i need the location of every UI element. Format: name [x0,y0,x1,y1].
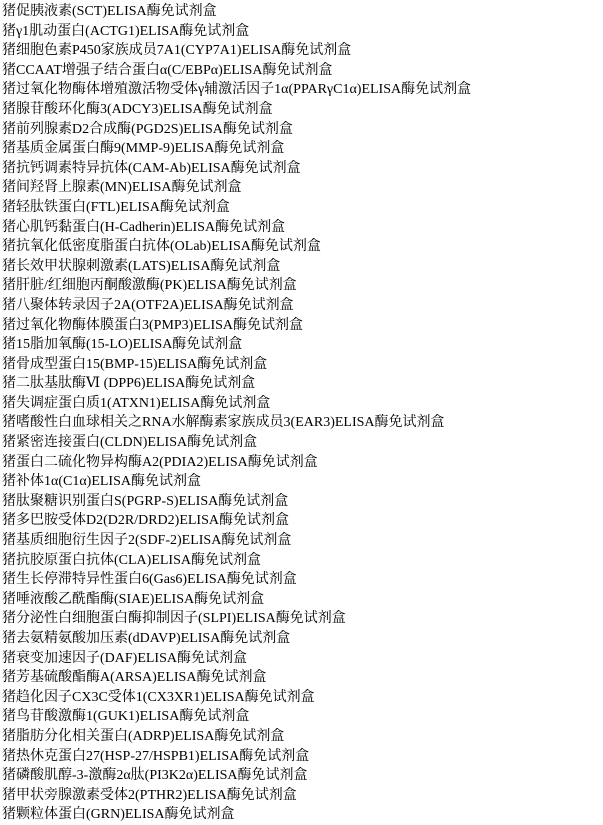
list-item[interactable]: 猪衰变加速因子(DAF)ELISA酶免试剂盒 [2,650,247,666]
list-item[interactable]: 猪生长停滞特异性蛋白6(Gas6)ELISA酶免试剂盒 [2,572,297,588]
list-item[interactable]: 猪过氧化物酶体膜蛋白3(PMP3)ELISA酶免试剂盒 [2,317,304,333]
list-item[interactable]: 猪补体1α(C1α)ELISA酶免试剂盒 [2,474,201,490]
list-item[interactable]: 猪腺苷酸环化酶3(ADCY3)ELISA酶免试剂盒 [2,101,273,117]
list-item[interactable]: 猪多巴胺受体D2(D2R/DRD2)ELISA酶免试剂盒 [2,513,289,529]
list-item[interactable]: 猪心肌钙黏蛋白(H-Cadherin)ELISA酶免试剂盒 [2,219,286,235]
list-item[interactable]: 猪热休克蛋白27(HSP-27/HSPB1)ELISA酶免试剂盒 [2,748,310,764]
list-item[interactable]: 猪基质金属蛋白酶9(MMP-9)ELISA酶免试剂盒 [2,141,285,157]
list-item[interactable]: 猪抗胶原蛋白抗体(CLA)ELISA酶免试剂盒 [2,552,261,568]
list-item[interactable]: 猪分泌性白细胞蛋白酶抑制因子(SLPI)ELISA酶免试剂盒 [2,611,346,627]
list-item[interactable]: 猪肝脏/红细胞丙酮酸激酶(PK)ELISA酶免试剂盒 [2,278,297,294]
list-item[interactable]: 猪脂肪分化相关蛋白(ADRP)ELISA酶免试剂盒 [2,728,285,744]
list-item[interactable]: 猪促胰液素(SCT)ELISA酶免试剂盒 [2,4,217,19]
list-item[interactable]: 猪芳基硫酸酯酶A(ARSA)ELISA酶免试剂盒 [2,670,267,686]
list-item[interactable]: 猪抗钙调素特异抗体(CAM-Ab)ELISA酶免试剂盒 [2,160,301,176]
list-item[interactable]: 猪骨成型蛋白15(BMP-15)ELISA酶免试剂盒 [2,356,268,372]
list-item[interactable]: 猪细胞色素P450家族成员7A1(CYP7A1)ELISA酶免试剂盒 [2,43,352,59]
list-item[interactable]: 猪唾液酸乙酰酯酶(SIAE)ELISA酶免试剂盒 [2,591,265,607]
list-item[interactable]: 猪过氧化物酶体增殖激活物受体γ辅激活因子1α(PPARγC1α)ELISA酶免试剂盒 [2,82,472,98]
list-item[interactable]: 猪蛋白二硫化物异构酶A2(PDIA2)ELISA酶免试剂盒 [2,454,318,470]
list-item[interactable]: 猪间羟肾上腺素(MN)ELISA酶免试剂盒 [2,180,242,196]
list-item[interactable]: 猪抗氧化低密度脂蛋白抗体(OLab)ELISA酶免试剂盒 [2,239,321,255]
list-item[interactable]: 猪嗜酸性白血球相关之RNA水解酶素家族成员3(EAR3)ELISA酶免试剂盒 [2,415,445,431]
list-item[interactable]: 猪长效甲状腺刺激素(LATS)ELISA酶免试剂盒 [2,258,281,274]
list-item[interactable]: 猪肽聚糖识别蛋白S(PGRP-S)ELISA酶免试剂盒 [2,493,289,509]
list-item[interactable]: 猪前列腺素D2合成酶(PGD2S)ELISA酶免试剂盒 [2,121,293,137]
list-item[interactable]: 猪CCAAT增强子结合蛋白α(C/EBPα)ELISA酶免试剂盒 [2,62,333,78]
list-item[interactable]: 猪失调症蛋白质1(ATXN1)ELISA酶免试剂盒 [2,395,271,411]
list-item[interactable]: 猪鸟苷酸激酶1(GUK1)ELISA酶免试剂盒 [2,709,250,725]
list-item[interactable]: 猪颗粒体蛋白(GRN)ELISA酶免试剂盒 [2,807,235,823]
list-item[interactable]: 猪紧密连接蛋白(CLDN)ELISA酶免试剂盒 [2,435,258,451]
list-item[interactable]: 猪轻肽铁蛋白(FTL)ELISA酶免试剂盒 [2,199,230,215]
list-item[interactable]: 猪八聚体转录因子2A(OTF2A)ELISA酶免试剂盒 [2,297,294,313]
list-item[interactable]: 猪甲状旁腺激素受体2(PTHR2)ELISA酶免试剂盒 [2,787,297,803]
list-item[interactable]: 猪15脂加氧酶(15-LO)ELISA酶免试剂盒 [2,337,243,353]
list-item[interactable]: 猪基质细胞衍生因子2(SDF-2)ELISA酶免试剂盒 [2,533,292,549]
list-item[interactable]: 猪趋化因子CX3C受体1(CX3XR1)ELISA酶免试剂盒 [2,689,315,705]
list-item[interactable]: 猪二肽基肽酶Ⅵ (DPP6)ELISA酶免试剂盒 [2,376,256,392]
list-item[interactable]: 猪γ1肌动蛋白(ACTG1)ELISA酶免试剂盒 [2,23,250,39]
list-item[interactable]: 猪去氨精氨酸加压素(dDAVP)ELISA酶免试剂盒 [2,631,291,646]
list-item[interactable]: 猪磷酸肌醇-3-激酶2α肽(PI3K2α)ELISA酶免试剂盒 [2,768,308,784]
